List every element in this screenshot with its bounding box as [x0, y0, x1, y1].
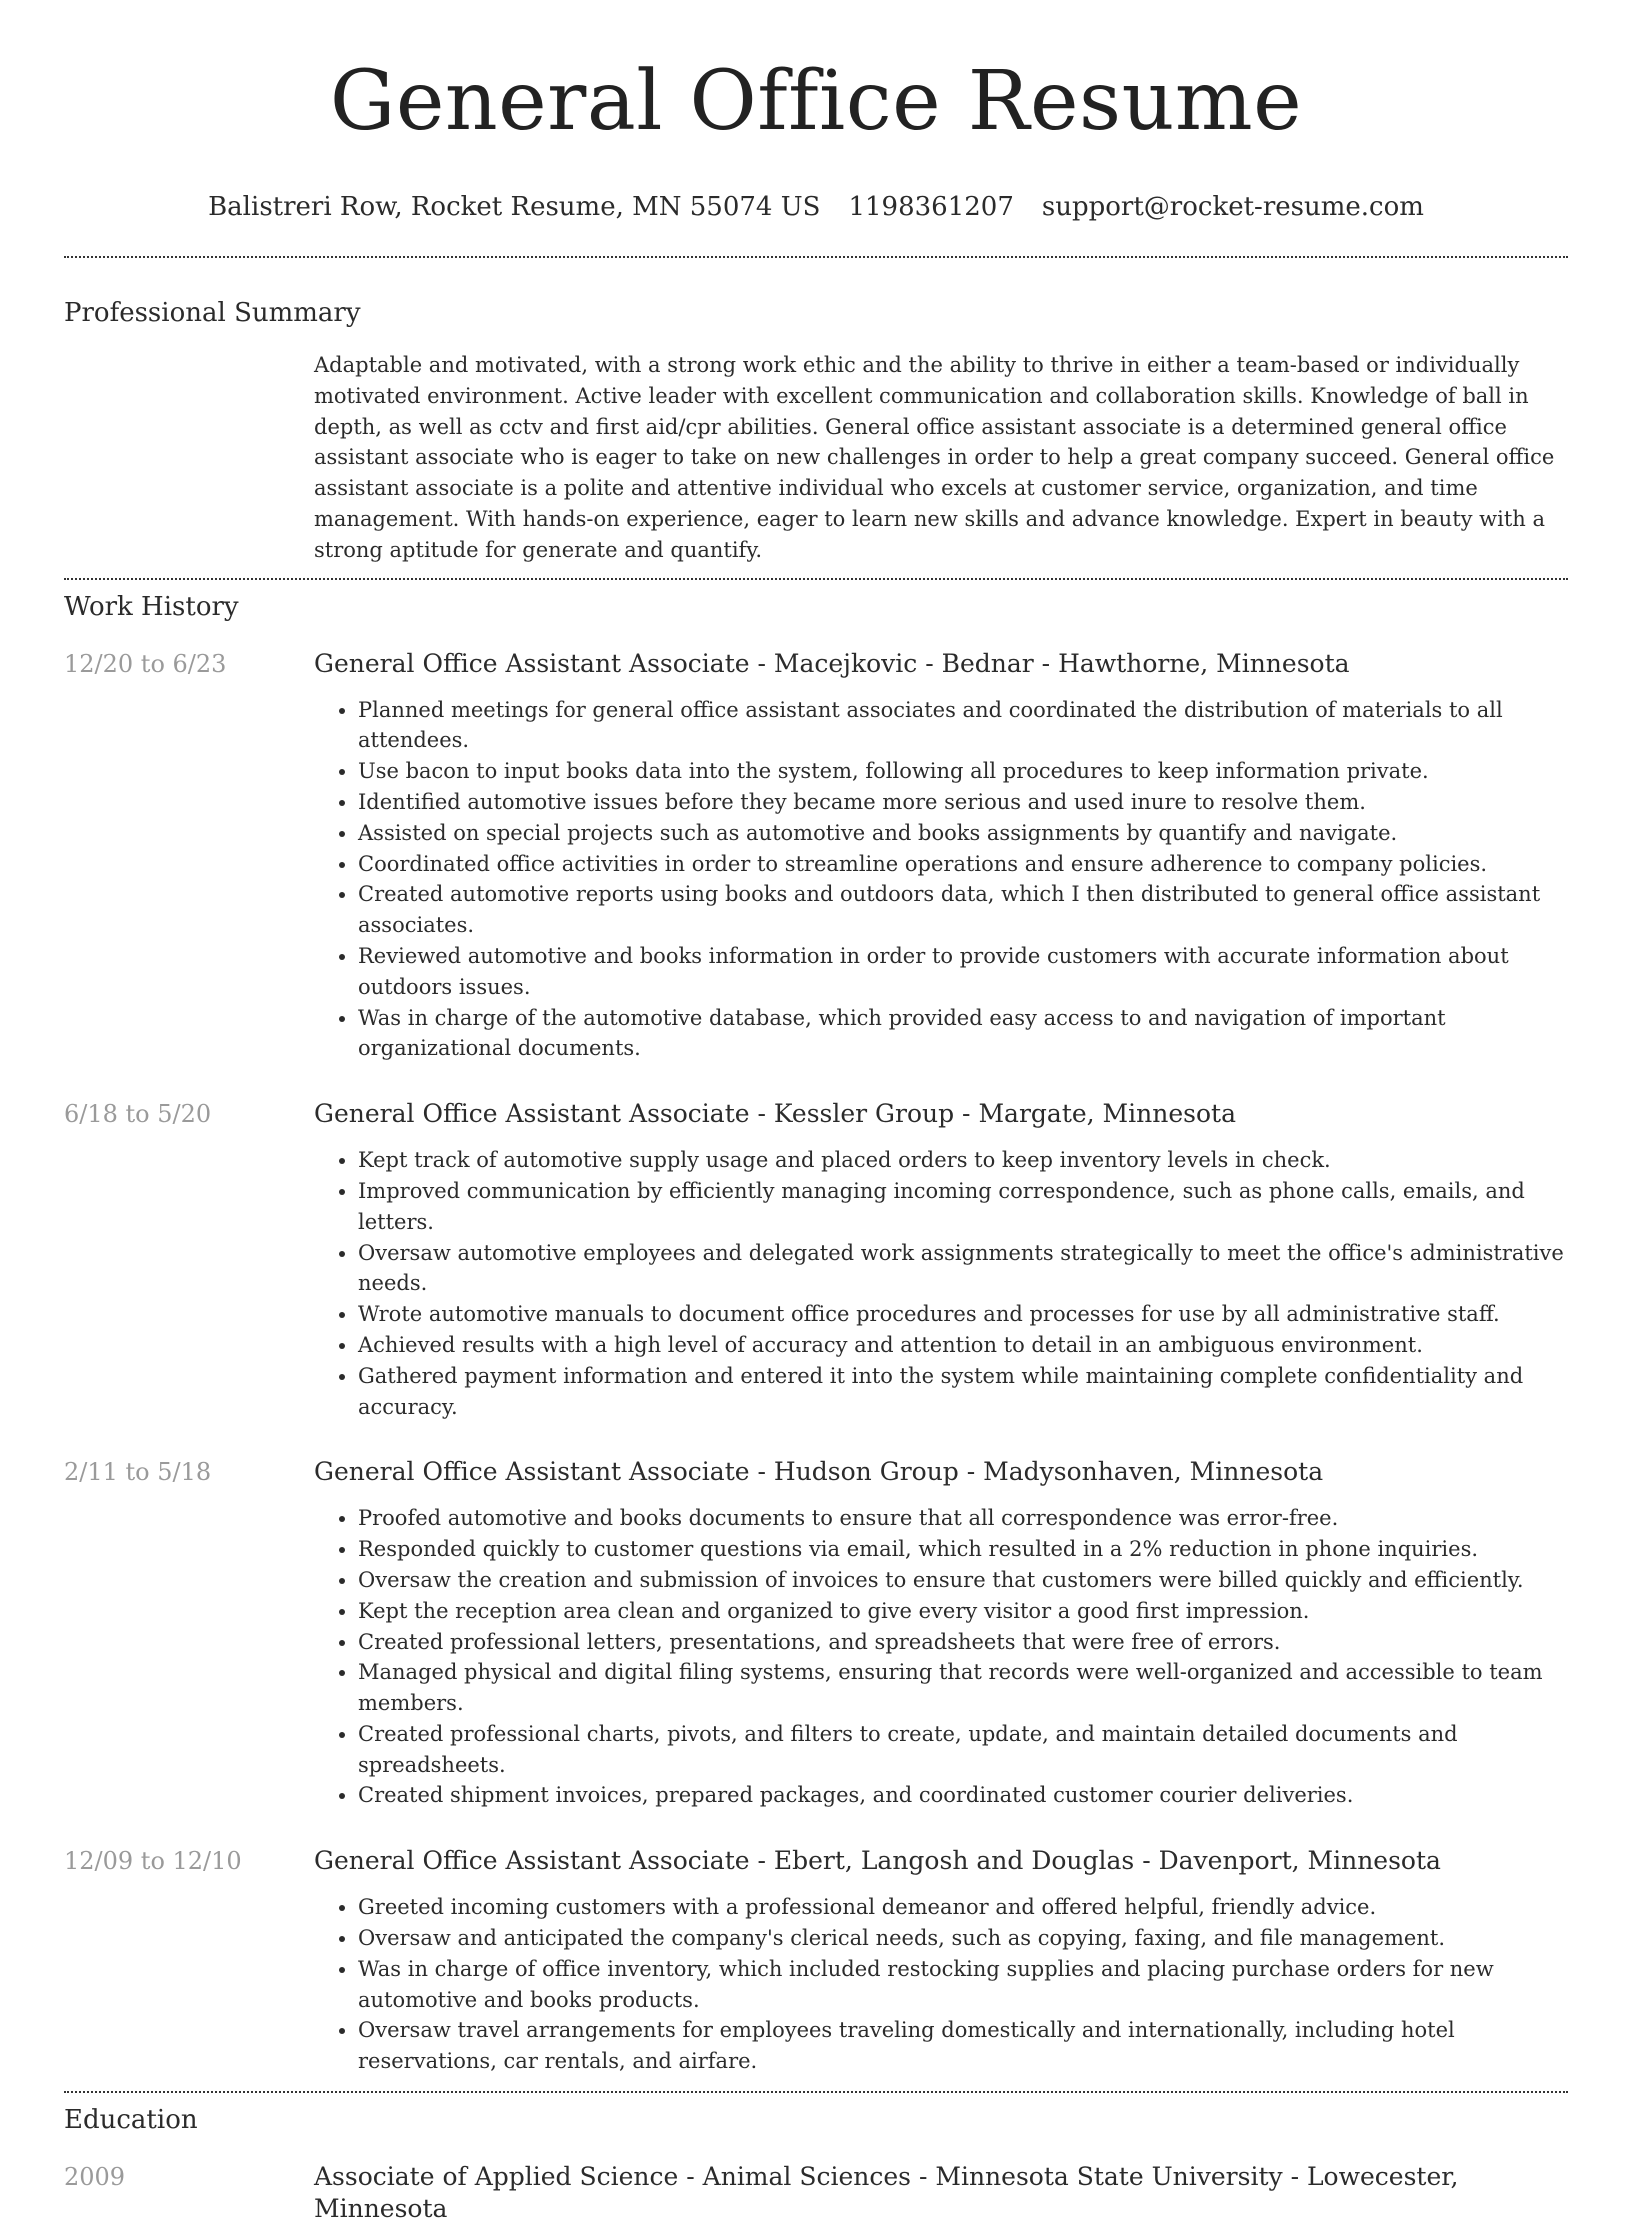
job-content [314, 648, 1568, 1065]
summary-spacer [64, 350, 314, 566]
list-item: • Greeted incoming customers with a professional demeanor and offered helpful, friendly advice. [358, 1892, 1568, 1923]
summary-section [64, 296, 1568, 566]
job-row [64, 1098, 1568, 1422]
job-row [64, 648, 1568, 1065]
job-row [64, 1845, 1568, 2077]
education-row [64, 2161, 1568, 2225]
list-item: • Reviewed automotive and books information in order to provide customers with accurate information about outdoors issues. [358, 941, 1568, 1003]
list-item: • Proofed automotive and books documents to ensure that all correspondence was error-free. [358, 1503, 1568, 1534]
list-item: • Oversaw the creation and submission of invoices to ensure that customers were billed quickly and efficiently. [358, 1565, 1568, 1596]
contact-line [64, 190, 1568, 224]
summary-text: Adaptable and motivated, with a strong work ethic and the ability to thrive in either a team-based or individually motivated environment. Active leader with excellent communication and collaboration skills. Knowledge of ball in depth, as well as cctv and first aid/cpr abilities. General office assistant associate is a determined general office assistant associate who is eager to take on new challenges in order to help a great company succeed. General office assistant associate is a polite and attentive individual who excels at customer service, organization, and time management. With hands-on experience, eager to learn new skills and advance knowledge. Expert in beauty with a strong aptitude for generate and quantify. [314, 353, 1555, 562]
list-item: • Achieved results with a high level of accuracy and attention to detail in an ambiguous environment. [358, 1330, 1568, 1361]
list-item: • Was in charge of office inventory, which included restocking supplies and placing purchase orders for new automotive and books products. [358, 1954, 1568, 2016]
job-content [314, 1456, 1568, 1811]
list-item: • Created automotive reports using books and outdoors data, which I then distributed to general office assistant associates. [358, 879, 1568, 941]
list-item: • Planned meetings for general office assistant associates and coordinated the distribution of materials to all attendees. [358, 695, 1568, 757]
work-history-heading: Work History [64, 591, 239, 622]
job-bullets [314, 1503, 1568, 1811]
divider [64, 2091, 1568, 2093]
job-content [314, 1098, 1568, 1422]
education-section [64, 2103, 1568, 2225]
job-dates: 12/20 to 6/23 [64, 649, 227, 678]
list-item: • Was in charge of the automotive database, which provided easy access to and navigation of important organizational documents. [358, 1003, 1568, 1065]
list-item: • Created professional letters, presentations, and spreadsheets that were free of errors. [358, 1627, 1568, 1658]
job-title: General Office Assistant Associate - Hudson Group - Madysonhaven, Minnesota [314, 1457, 1324, 1487]
job-dates: 2/11 to 5/18 [64, 1458, 212, 1487]
education-title: Associate of Applied Science - Animal Sciences - Minnesota State University - Lowecester, Minnesota [314, 2162, 1459, 2224]
list-item: • Kept the reception area clean and organized to give every visitor a good first impression. [358, 1596, 1568, 1627]
job-title: General Office Assistant Associate - Kessler Group - Margate, Minnesota [314, 1099, 1236, 1129]
summary-content [314, 350, 1568, 566]
contact-address: Balistreri Row, Rocket Resume, MN 55074 US [208, 192, 821, 222]
summary-row [64, 350, 1568, 566]
job-bullets [314, 695, 1568, 1065]
job-row [64, 1456, 1568, 1811]
list-item: • Gathered payment information and entered it into the system while maintaining complete confidentiality and accuracy. [358, 1361, 1568, 1423]
job-bullets [314, 1145, 1568, 1422]
contact-email: support@rocket-resume.com [1041, 192, 1424, 222]
list-item: • Use bacon to input books data into the system, following all procedures to keep information private. [358, 756, 1568, 787]
list-item: • Oversaw automotive employees and delegated work assignments strategically to meet the office's administrative needs. [358, 1238, 1568, 1300]
job-entry [64, 1456, 1568, 1811]
job-dates: 12/09 to 12/10 [64, 1847, 242, 1876]
list-item: • Oversaw and anticipated the company's clerical needs, such as copying, faxing, and file management. [358, 1923, 1568, 1954]
divider [64, 578, 1568, 580]
job-entry [64, 1098, 1568, 1422]
list-item: • Managed physical and digital filing systems, ensuring that records were well-organized and accessible to team members. [358, 1657, 1568, 1719]
job-entry [64, 648, 1568, 1065]
list-item: • Kept track of automotive supply usage and placed orders to keep inventory levels in check. [358, 1145, 1568, 1176]
list-item: • Identified automotive issues before they became more serious and used inure to resolve them. [358, 787, 1568, 818]
job-title: General Office Assistant Associate - Ebert, Langosh and Douglas - Davenport, Minnesota [314, 1846, 1441, 1876]
job-title: General Office Assistant Associate - Macejkovic - Bednar - Hawthorne, Minnesota [314, 648, 1350, 678]
education-content [314, 2161, 1568, 2225]
list-item: • Created professional charts, pivots, and filters to create, update, and maintain detailed documents and spreadsheets. [358, 1719, 1568, 1781]
education-heading: Education [64, 2105, 198, 2136]
job-entry [64, 1845, 1568, 2077]
summary-heading: Professional Summary [64, 298, 361, 328]
list-item: • Assisted on special projects such as automotive and books assignments by quantify and navigate. [358, 818, 1568, 849]
job-dates: 6/18 to 5/20 [64, 1100, 212, 1129]
list-item: • Improved communication by efficiently managing incoming correspondence, such as phone calls, emails, and letters. [358, 1176, 1568, 1238]
list-item: • Oversaw travel arrangements for employees traveling domestically and internationally, including hotel reservations, car rentals, and airfare. [358, 2015, 1568, 2077]
work-history-section [64, 590, 1568, 2077]
job-content [314, 1845, 1568, 2077]
list-item: • Coordinated office activities in order to streamline operations and ensure adherence to company policies. [358, 849, 1568, 880]
contact-phone: 1198361207 [848, 192, 1014, 222]
list-item: • Created shipment invoices, prepared packages, and coordinated customer courier deliveries. [358, 1780, 1568, 1811]
education-year: 2009 [64, 2163, 126, 2192]
list-item: • Wrote automotive manuals to document office procedures and processes for use by all administrative staff. [358, 1299, 1568, 1330]
resume-title: General Office Resume [329, 54, 1303, 149]
job-bullets [314, 1892, 1568, 2077]
divider [64, 256, 1568, 258]
list-item: • Responded quickly to customer questions via email, which resulted in a 2% reduction in phone inquiries. [358, 1534, 1568, 1565]
